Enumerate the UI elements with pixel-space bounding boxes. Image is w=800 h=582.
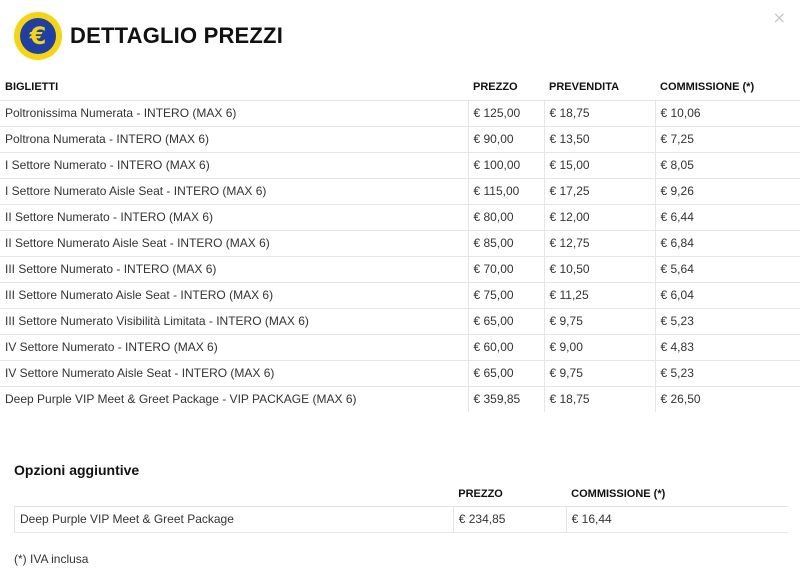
ticket-presale: € 12,00 (544, 204, 655, 230)
ticket-commission: € 5,23 (655, 308, 800, 334)
ticket-price: € 65,00 (468, 360, 544, 386)
ticket-price: € 100,00 (468, 152, 544, 178)
ticket-presale: € 9,75 (544, 360, 655, 386)
close-icon[interactable]: × (772, 8, 786, 27)
ticket-name: I Settore Numerato - INTERO (MAX 6) (0, 152, 468, 178)
table-row (0, 360, 800, 386)
ticket-commission: € 6,44 (655, 204, 800, 230)
ticket-name: II Settore Numerato - INTERO (MAX 6) (0, 204, 468, 230)
header-presale: PREVENDITA (544, 74, 655, 100)
ticket-name: III Settore Numerato - INTERO (MAX 6) (0, 256, 468, 282)
option-name: Deep Purple VIP Meet & Greet Package (15, 506, 454, 532)
ticket-name: Poltrona Numerata - INTERO (MAX 6) (0, 126, 468, 152)
option-price: € 234,85 (453, 506, 566, 532)
ticket-price: € 75,00 (468, 282, 544, 308)
table-row (0, 230, 800, 256)
header-price: PREZZO (468, 74, 544, 100)
table-row (15, 506, 789, 532)
header-commission: COMMISSIONE (*) (655, 74, 800, 100)
ticket-presale: € 9,75 (544, 308, 655, 334)
ticket-name: III Settore Numerato Aisle Seat - INTERO (MAX 6) (0, 282, 468, 308)
tickets-header-row (0, 74, 800, 100)
ticket-presale: € 17,25 (544, 178, 655, 204)
table-row (0, 386, 800, 412)
ticket-price: € 80,00 (468, 204, 544, 230)
ticket-price: € 85,00 (468, 230, 544, 256)
ticket-presale: € 18,75 (544, 386, 655, 412)
ticket-price: € 90,00 (468, 126, 544, 152)
table-row (0, 256, 800, 282)
ticket-presale: € 12,75 (544, 230, 655, 256)
ticket-name: Poltronissima Numerata - INTERO (MAX 6) (5, 106, 237, 120)
ticket-price: € 125,00 (468, 100, 544, 126)
options-header-price: PREZZO (453, 482, 566, 506)
ticket-commission: € 7,25 (655, 126, 800, 152)
ticket-commission: € 5,64 (655, 256, 800, 282)
ticket-name: II Settore Numerato Aisle Seat - INTERO (MAX 6) (0, 230, 468, 256)
options-title: Opzioni aggiuntive (14, 462, 140, 478)
page-title: DETTAGLIO PREZZI (70, 23, 284, 48)
table-row (0, 178, 800, 204)
ticket-commission: € 6,84 (655, 230, 800, 256)
ticket-presale: € 9,00 (544, 334, 655, 360)
table-row (0, 100, 800, 126)
ticket-presale: € 10,50 (544, 256, 655, 282)
table-row (0, 282, 800, 308)
ticket-name: Deep Purple VIP Meet & Greet Package - VIP PACKAGE (MAX 6) (0, 386, 468, 412)
ticket-name: IV Settore Numerato Aisle Seat - INTERO (MAX 6) (0, 360, 468, 386)
ticket-presale: € 18,75 (544, 100, 655, 126)
header-tickets: BIGLIETTI (0, 74, 468, 100)
table-row (0, 334, 800, 360)
ticket-commission: € 9,26 (655, 178, 800, 204)
tickets-table (0, 74, 800, 412)
options-header-name (15, 482, 454, 506)
ticket-name: III Settore Numerato Visibilità Limitata - INTERO (MAX 6) (0, 308, 468, 334)
ticket-price: € 60,00 (468, 334, 544, 360)
ticket-commission: € 5,23 (655, 360, 800, 386)
table-row (0, 126, 800, 152)
ticket-commission: € 4,83 (655, 334, 800, 360)
ticket-commission: € 8,05 (655, 152, 800, 178)
ticket-presale: € 11,25 (544, 282, 655, 308)
options-header-commission: COMMISSIONE (*) (566, 482, 788, 506)
ticket-price: € 65,00 (468, 308, 544, 334)
ticket-presale: € 15,00 (544, 152, 655, 178)
option-commission: € 16,44 (566, 506, 788, 532)
ticket-name: IV Settore Numerato - INTERO (MAX 6) (0, 334, 468, 360)
table-row (0, 152, 800, 178)
ticket-name: I Settore Numerato Aisle Seat - INTERO (MAX 6) (0, 178, 468, 204)
euro-symbol: € (20, 18, 56, 54)
ticket-price: € 115,00 (468, 178, 544, 204)
table-row (0, 308, 800, 334)
modal-header (14, 12, 283, 60)
euro-coin-icon (14, 12, 62, 60)
ticket-presale: € 13,50 (544, 126, 655, 152)
options-table (14, 482, 788, 533)
ticket-commission: € 26,50 (655, 386, 800, 412)
ticket-commission: € 6,04 (655, 282, 800, 308)
vat-footnote: (*) IVA inclusa (14, 552, 89, 566)
ticket-price: € 359,85 (468, 386, 544, 412)
ticket-price: € 70,00 (468, 256, 544, 282)
ticket-commission: € 10,06 (655, 100, 800, 126)
options-header-row (15, 482, 789, 506)
table-row (0, 204, 800, 230)
